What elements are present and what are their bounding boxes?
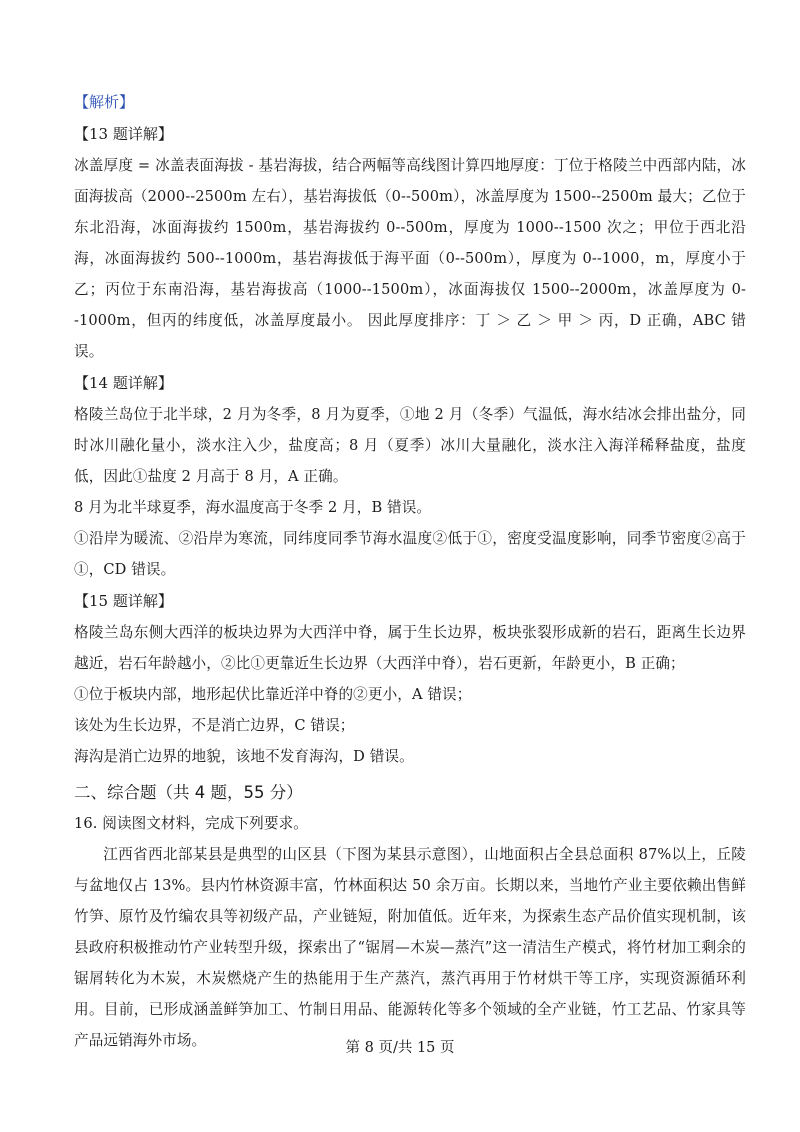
q15-paragraph-1: 格陵兰岛东侧大西洋的板块边界为大西洋中脊，属于生长边界，板块张裂形成新的岩石，距离生长边界越近，岩石年龄越小，②比①更靠近生长边界（大西洋中脊），岩石更新，年龄更小，B 正确； xyxy=(74,624,746,672)
q15-paragraph-4: 海沟是消亡边界的地貌，该地不发育海沟，D 错误。 xyxy=(74,748,414,765)
q14-paragraph-2: 8 月为北半球夏季，海水温度高于冬季 2 月，B 错误。 xyxy=(74,499,432,516)
q14-paragraph-3: ①沿岸为暖流、②沿岸为寒流，同纬度同季节海水温度②低于①，密度受温度影响，同季节密度②高于①，CD 错误。 xyxy=(74,530,746,578)
q15-paragraph-3: 该处为生长边界，不是消亡边界，C 错误； xyxy=(74,717,355,734)
q14-paragraph-1: 格陵兰岛位于北半球，2 月为冬季，8 月为夏季，①地 2 月（冬季）气温低，海水结冰会排出盐分，同时冰川融化量小，淡水注入少，盐度高；8 月（夏季）冰川大量融化，淡水注入海洋稀释盐度，盐度低，因此①盐度 2 月高于 8 月，A 正确。 xyxy=(74,406,746,485)
q13-text: 冰盖厚度 = 冰盖表面海拔 - 基岩海拔，结合两幅等高线图计算四地厚度：丁位于格陵兰中西部内陆，冰面海拔高（2000--2500m 左右），基岩海拔低（0--500m），冰盖厚度为 1500--2500m 最大；乙位于东北沿海，冰面海拔约 1500m，基岩海拔约 0--500m，厚度为 1000--1500 次之；甲位于西北沿海，冰面海拔约 500--1000m，基岩海拔低于海平面（0--500m），厚度为 0--1000，m，厚度小于乙；丙位于东南沿海，基岩海拔高（1000--1500m），冰面海拔仅 1500--2000m，冰盖厚度为 0--1000m，但丙的纬度低，冰盖厚度最小。 因此厚度排序：丁 ＞ 乙 ＞ 甲 ＞ 丙，D 正确，ABC 错误。 xyxy=(74,157,746,360)
q15-paragraph-2: ①位于板块内部，地形起伏比靠近洋中脊的②更小，A 错误； xyxy=(74,686,472,703)
q14-heading: 【14 题详解】 xyxy=(74,374,173,392)
page-number: 第 8 页/共 15 页 xyxy=(345,1040,455,1056)
q15-heading: 【15 题详解】 xyxy=(74,592,173,610)
q16-material-text: 江西省西北部某县是典型的山区县（下图为某县示意图），山地面积占全县总面积 87%以上，丘陵与盆地仅占 13%。县内竹林资源丰富，竹林面积达 50 余万亩。长期以来，当地竹产业主要依赖出售鲜竹笋、原竹及竹编农具等初级产品，产业链短，附加值低。近年来，为探索生态产品价值实现机制，该县政府积极推动竹产业转型升级，探索出了“锯屑—木炭—蒸汽”这一清洁生产模式，将竹材加工剩余的锯屑转化为木炭，木炭燃烧产生的热能用于生产蒸汽，蒸汽再用于竹材烘干等工序，实现资源循环利用。目前，已形成涵盖鲜笋加工、竹制日用品、能源转化等多个领域的全产业链，竹工艺品、竹家具等产品远销海外市场。 xyxy=(74,846,746,1049)
document-body xyxy=(74,90,746,1056)
q16-instruction: 16. 阅读图文材料，完成下列要求。 xyxy=(74,815,308,832)
analysis-tag: 【解析】 xyxy=(74,93,135,111)
q13-heading: 【13 题详解】 xyxy=(74,125,173,143)
section-title: 二、综合题（共 4 题，55 分） xyxy=(74,783,303,802)
